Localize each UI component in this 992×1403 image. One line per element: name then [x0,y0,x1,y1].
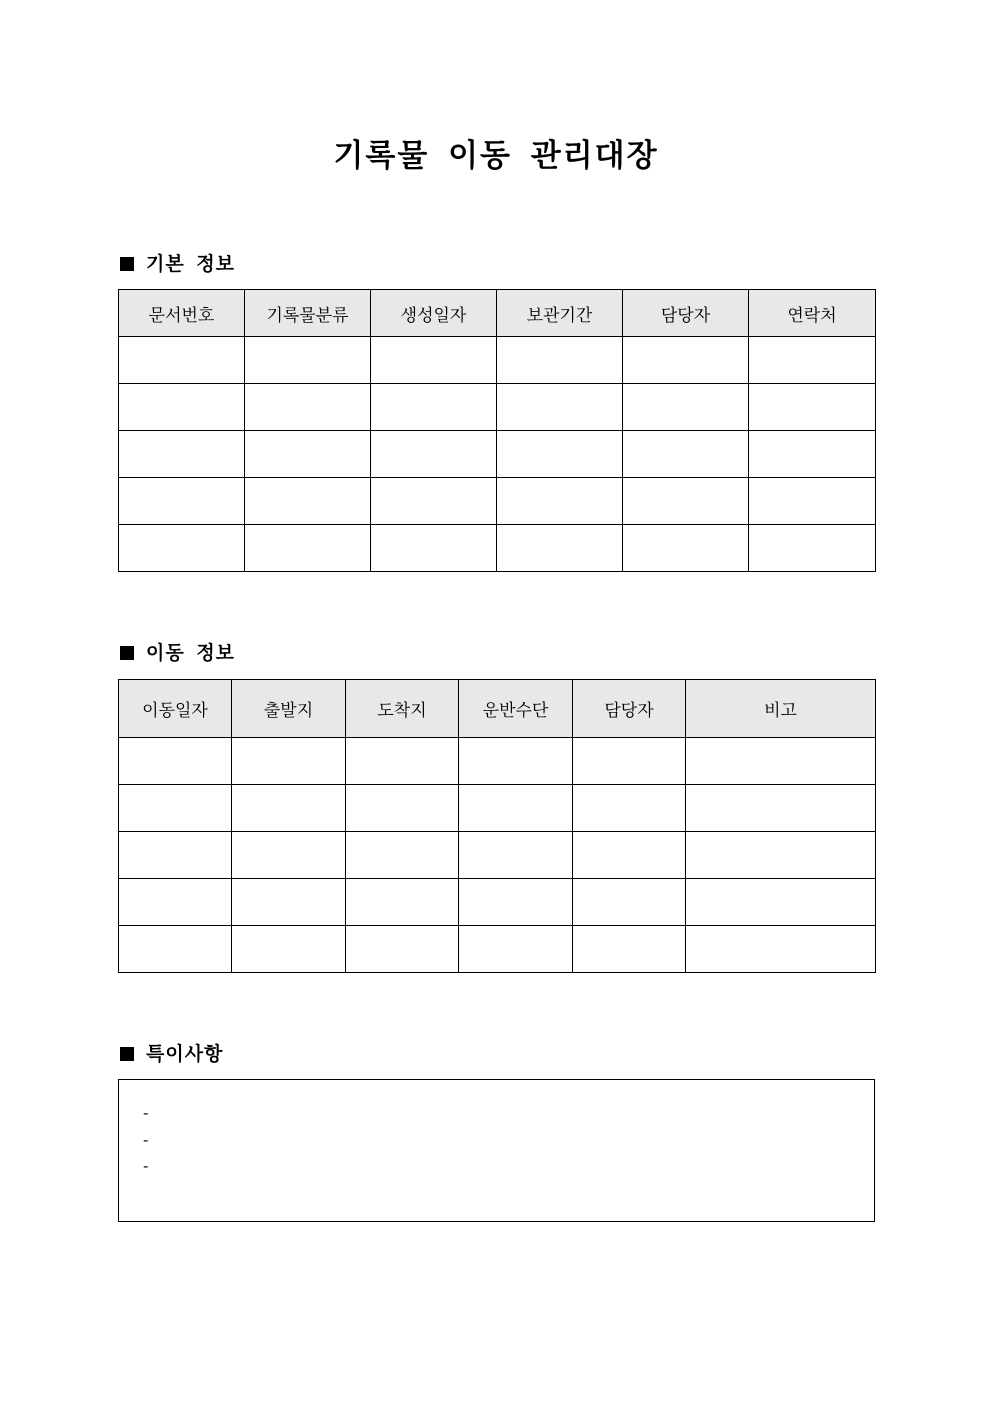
table-row [119,478,876,525]
table-cell[interactable] [623,337,749,384]
table-cell[interactable] [232,879,346,926]
table-cell[interactable] [686,879,876,926]
square-bullet-icon [120,1047,134,1061]
table-cell[interactable] [459,832,573,879]
table-header-row [119,680,876,738]
table-cell[interactable] [346,926,459,973]
column-header: 출발지 [232,680,346,738]
table-row [119,926,876,973]
table-row [119,785,876,832]
table-cell[interactable] [749,478,876,525]
square-bullet-icon [120,257,134,271]
table-cell[interactable] [119,431,245,478]
special-notes-list [119,1080,874,1180]
table-cell[interactable] [371,431,497,478]
special-notes-heading-label: 특이사항 [146,1043,224,1065]
table-row [119,337,876,384]
table-cell[interactable] [346,738,459,785]
table-cell[interactable] [749,525,876,572]
table-cell[interactable] [232,832,346,879]
column-header: 연락처 [749,290,876,337]
table-cell[interactable] [346,879,459,926]
column-header: 비고 [686,680,876,738]
table-cell[interactable] [119,879,232,926]
table-cell[interactable] [497,337,623,384]
table-cell[interactable] [245,431,371,478]
table-cell[interactable] [573,879,686,926]
column-header: 문서번호 [119,290,245,337]
table-cell[interactable] [232,785,346,832]
table-cell[interactable] [459,926,573,973]
table-cell[interactable] [119,738,232,785]
table-cell[interactable] [119,926,232,973]
table-cell[interactable] [245,478,371,525]
move-info-table [118,679,876,973]
special-notes-box[interactable] [118,1079,875,1222]
table-cell[interactable] [232,926,346,973]
table-cell[interactable] [371,337,497,384]
move-info-heading-label: 이동 정보 [146,642,236,664]
table-row [119,738,876,785]
move-info-heading [118,640,235,666]
column-header: 보관기간 [497,290,623,337]
table-cell[interactable] [686,832,876,879]
table-cell[interactable] [497,478,623,525]
table-cell[interactable] [459,738,573,785]
table-cell[interactable] [573,832,686,879]
table-cell[interactable] [119,785,232,832]
basic-info-table [118,289,876,572]
table-cell[interactable] [371,384,497,431]
basic-info-heading-label: 기본 정보 [146,253,236,275]
table-cell[interactable] [749,384,876,431]
column-header: 이동일자 [119,680,232,738]
table-cell[interactable] [686,785,876,832]
table-cell[interactable] [686,738,876,785]
table-cell[interactable] [245,337,371,384]
note-item: - [143,1104,149,1122]
table-cell[interactable] [232,738,346,785]
table-cell[interactable] [459,879,573,926]
note-item: - [143,1130,149,1149]
table-cell[interactable] [497,525,623,572]
table-cell[interactable] [749,431,876,478]
basic-info-heading [118,251,235,277]
column-header: 운반수단 [459,680,573,738]
table-cell[interactable] [623,384,749,431]
table-cell[interactable] [371,478,497,525]
special-notes-heading [118,1041,223,1067]
table-cell[interactable] [245,525,371,572]
note-item: - [143,1157,149,1175]
table-cell[interactable] [119,337,245,384]
table-cell[interactable] [346,832,459,879]
table-header-row [119,290,876,337]
table-cell[interactable] [573,926,686,973]
column-header: 담당자 [573,680,686,738]
table-cell[interactable] [573,738,686,785]
table-cell[interactable] [119,525,245,572]
table-cell[interactable] [497,431,623,478]
table-cell[interactable] [371,525,497,572]
square-bullet-icon [120,646,134,660]
table-cell[interactable] [623,431,749,478]
table-cell[interactable] [245,384,371,431]
table-row [119,879,876,926]
table-cell[interactable] [686,926,876,973]
table-cell[interactable] [573,785,686,832]
table-cell[interactable] [623,478,749,525]
table-row [119,832,876,879]
column-header: 생성일자 [371,290,497,337]
table-cell[interactable] [119,832,232,879]
table-row [119,431,876,478]
table-cell[interactable] [119,384,245,431]
document-title: 기록물 이동 관리대장 [333,138,659,174]
column-header: 기록물분류 [245,290,371,337]
table-cell[interactable] [497,384,623,431]
column-header: 도착지 [346,680,459,738]
table-cell[interactable] [623,525,749,572]
table-cell[interactable] [346,785,459,832]
column-header: 담당자 [623,290,749,337]
table-cell[interactable] [459,785,573,832]
table-row [119,384,876,431]
table-row [119,525,876,572]
table-cell[interactable] [119,478,245,525]
table-cell[interactable] [749,337,876,384]
